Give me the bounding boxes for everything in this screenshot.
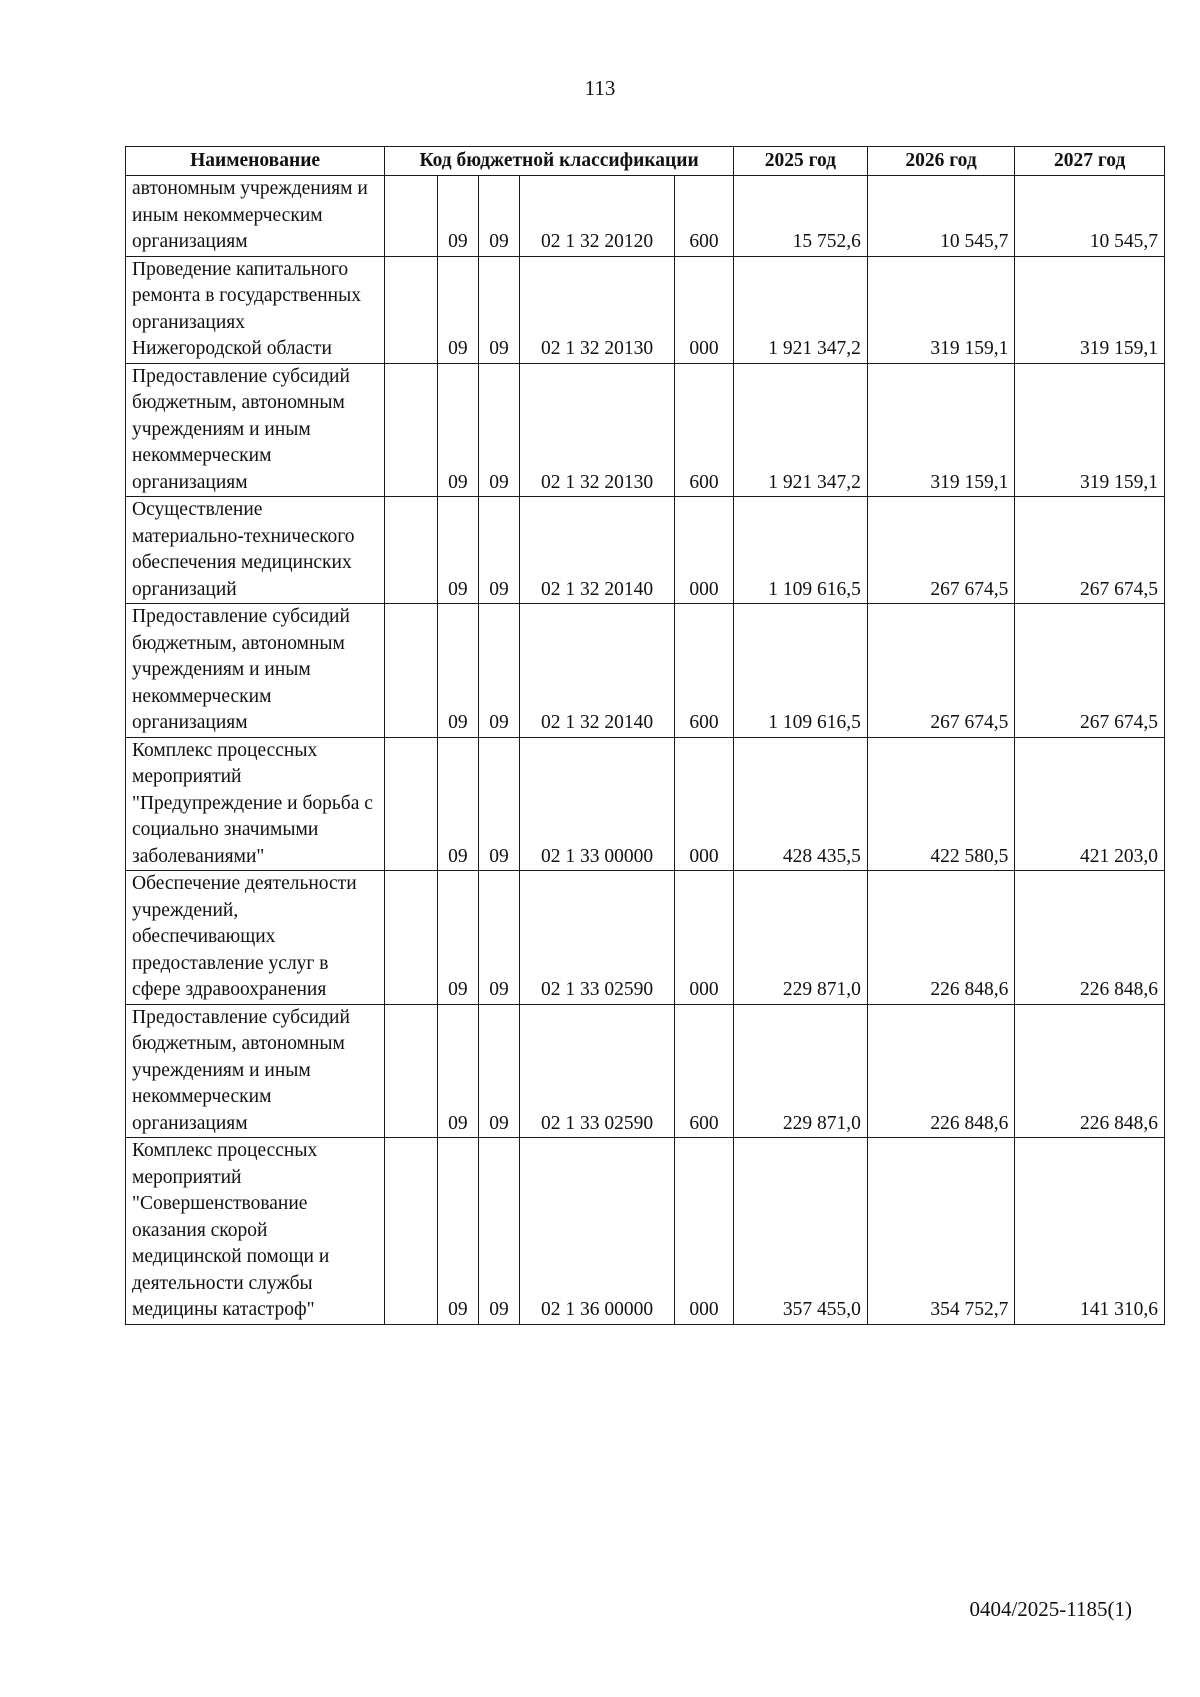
cell-2026: 226 848,6 xyxy=(867,871,1015,1005)
cell-target-code: 02 1 32 20140 xyxy=(520,604,675,738)
cell-expense-type: 000 xyxy=(674,871,733,1005)
table-row xyxy=(126,604,1165,738)
cell-2027: 226 848,6 xyxy=(1015,871,1165,1005)
cell-expense-type: 600 xyxy=(674,604,733,738)
cell-2026: 267 674,5 xyxy=(867,604,1015,738)
cell-expense-type: 000 xyxy=(674,256,733,363)
cell-2027: 141 310,6 xyxy=(1015,1138,1165,1325)
cell-name: Комплекс процессных мероприятий "Предупреждение и борьба с социально значимыми заболеваниями" xyxy=(126,737,385,871)
table-row xyxy=(126,256,1165,363)
cell-section: 09 xyxy=(437,604,478,738)
page-number: 113 xyxy=(584,76,616,100)
cell-target-code: 02 1 32 20130 xyxy=(520,256,675,363)
cell-subsection: 09 xyxy=(478,871,519,1005)
cell-2027: 267 674,5 xyxy=(1015,497,1165,604)
header-2025: 2025 год xyxy=(734,147,868,176)
cell-section: 09 xyxy=(437,176,478,257)
cell-name: Проведение капитального ремонта в государственных организациях Нижегородской области xyxy=(126,256,385,363)
cell-target-code: 02 1 32 20120 xyxy=(520,176,675,257)
header-2026: 2026 год xyxy=(867,147,1015,176)
cell-section: 09 xyxy=(437,737,478,871)
cell-2025: 357 455,0 xyxy=(734,1138,868,1325)
cell-ministry-code xyxy=(385,1004,438,1138)
cell-subsection: 09 xyxy=(478,737,519,871)
table-row xyxy=(126,176,1165,257)
cell-ministry-code xyxy=(385,604,438,738)
cell-section: 09 xyxy=(437,871,478,1005)
cell-name: Обеспечение деятельности учреждений, обеспечивающих предоставление услуг в сфере здравоохранения xyxy=(126,871,385,1005)
cell-expense-type: 000 xyxy=(674,1138,733,1325)
cell-2027: 226 848,6 xyxy=(1015,1004,1165,1138)
cell-target-code: 02 1 32 20130 xyxy=(520,363,675,497)
cell-section: 09 xyxy=(437,256,478,363)
cell-2026: 10 545,7 xyxy=(867,176,1015,257)
cell-subsection: 09 xyxy=(478,256,519,363)
cell-2026: 319 159,1 xyxy=(867,363,1015,497)
cell-section: 09 xyxy=(437,363,478,497)
table-row xyxy=(126,1004,1165,1138)
cell-2025: 1 109 616,5 xyxy=(734,497,868,604)
cell-section: 09 xyxy=(437,497,478,604)
cell-section: 09 xyxy=(437,1004,478,1138)
table-row xyxy=(126,737,1165,871)
cell-ministry-code xyxy=(385,737,438,871)
cell-2025: 229 871,0 xyxy=(734,871,868,1005)
cell-name: Комплекс процессных мероприятий "Совершенствование оказания скорой медицинской помощи и деятельности службы медицины катастроф" xyxy=(126,1138,385,1325)
cell-target-code: 02 1 33 02590 xyxy=(520,1004,675,1138)
cell-name: Предоставление субсидий бюджетным, автономным учреждениям и иным некоммерческим организациям xyxy=(126,604,385,738)
cell-target-code: 02 1 33 02590 xyxy=(520,871,675,1005)
cell-2027: 319 159,1 xyxy=(1015,363,1165,497)
cell-2026: 319 159,1 xyxy=(867,256,1015,363)
cell-2026: 422 580,5 xyxy=(867,737,1015,871)
cell-ministry-code xyxy=(385,1138,438,1325)
cell-name: Предоставление субсидий бюджетным, автономным учреждениям и иным некоммерческим организациям xyxy=(126,363,385,497)
table-body xyxy=(126,176,1165,1325)
cell-ministry-code xyxy=(385,256,438,363)
cell-2026: 354 752,7 xyxy=(867,1138,1015,1325)
cell-expense-type: 600 xyxy=(674,1004,733,1138)
cell-ministry-code xyxy=(385,363,438,497)
cell-name: автономным учреждениям и иным некоммерческим организациям xyxy=(126,176,385,257)
cell-name: Осуществление материально-технического обеспечения медицинских организаций xyxy=(126,497,385,604)
cell-ministry-code xyxy=(385,176,438,257)
header-name: Наименование xyxy=(126,147,385,176)
cell-subsection: 09 xyxy=(478,176,519,257)
cell-expense-type: 000 xyxy=(674,737,733,871)
cell-target-code: 02 1 33 00000 xyxy=(520,737,675,871)
table-row xyxy=(126,1138,1165,1325)
cell-2027: 319 159,1 xyxy=(1015,256,1165,363)
budget-table xyxy=(125,146,1165,1325)
cell-target-code: 02 1 32 20140 xyxy=(520,497,675,604)
cell-2025: 1 921 347,2 xyxy=(734,256,868,363)
cell-2025: 15 752,6 xyxy=(734,176,868,257)
cell-subsection: 09 xyxy=(478,497,519,604)
cell-subsection: 09 xyxy=(478,604,519,738)
cell-name: Предоставление субсидий бюджетным, автономным учреждениям и иным некоммерческим организациям xyxy=(126,1004,385,1138)
table-row xyxy=(126,497,1165,604)
cell-2025: 1 109 616,5 xyxy=(734,604,868,738)
cell-target-code: 02 1 36 00000 xyxy=(520,1138,675,1325)
cell-2026: 226 848,6 xyxy=(867,1004,1015,1138)
table-header-row xyxy=(126,147,1165,176)
cell-2027: 10 545,7 xyxy=(1015,176,1165,257)
cell-ministry-code xyxy=(385,497,438,604)
table-row xyxy=(126,363,1165,497)
header-budget-code: Код бюджетной классификации xyxy=(385,147,734,176)
header-2027: 2027 год xyxy=(1015,147,1165,176)
cell-2025: 229 871,0 xyxy=(734,1004,868,1138)
cell-2025: 428 435,5 xyxy=(734,737,868,871)
cell-subsection: 09 xyxy=(478,1138,519,1325)
cell-2026: 267 674,5 xyxy=(867,497,1015,604)
cell-2027: 267 674,5 xyxy=(1015,604,1165,738)
cell-subsection: 09 xyxy=(478,1004,519,1138)
cell-2027: 421 203,0 xyxy=(1015,737,1165,871)
table-row xyxy=(126,871,1165,1005)
cell-2025: 1 921 347,2 xyxy=(734,363,868,497)
cell-expense-type: 600 xyxy=(674,363,733,497)
cell-expense-type: 600 xyxy=(674,176,733,257)
cell-subsection: 09 xyxy=(478,363,519,497)
cell-section: 09 xyxy=(437,1138,478,1325)
cell-expense-type: 000 xyxy=(674,497,733,604)
cell-ministry-code xyxy=(385,871,438,1005)
document-id: 0404/2025-1185(1) xyxy=(969,1597,1132,1621)
